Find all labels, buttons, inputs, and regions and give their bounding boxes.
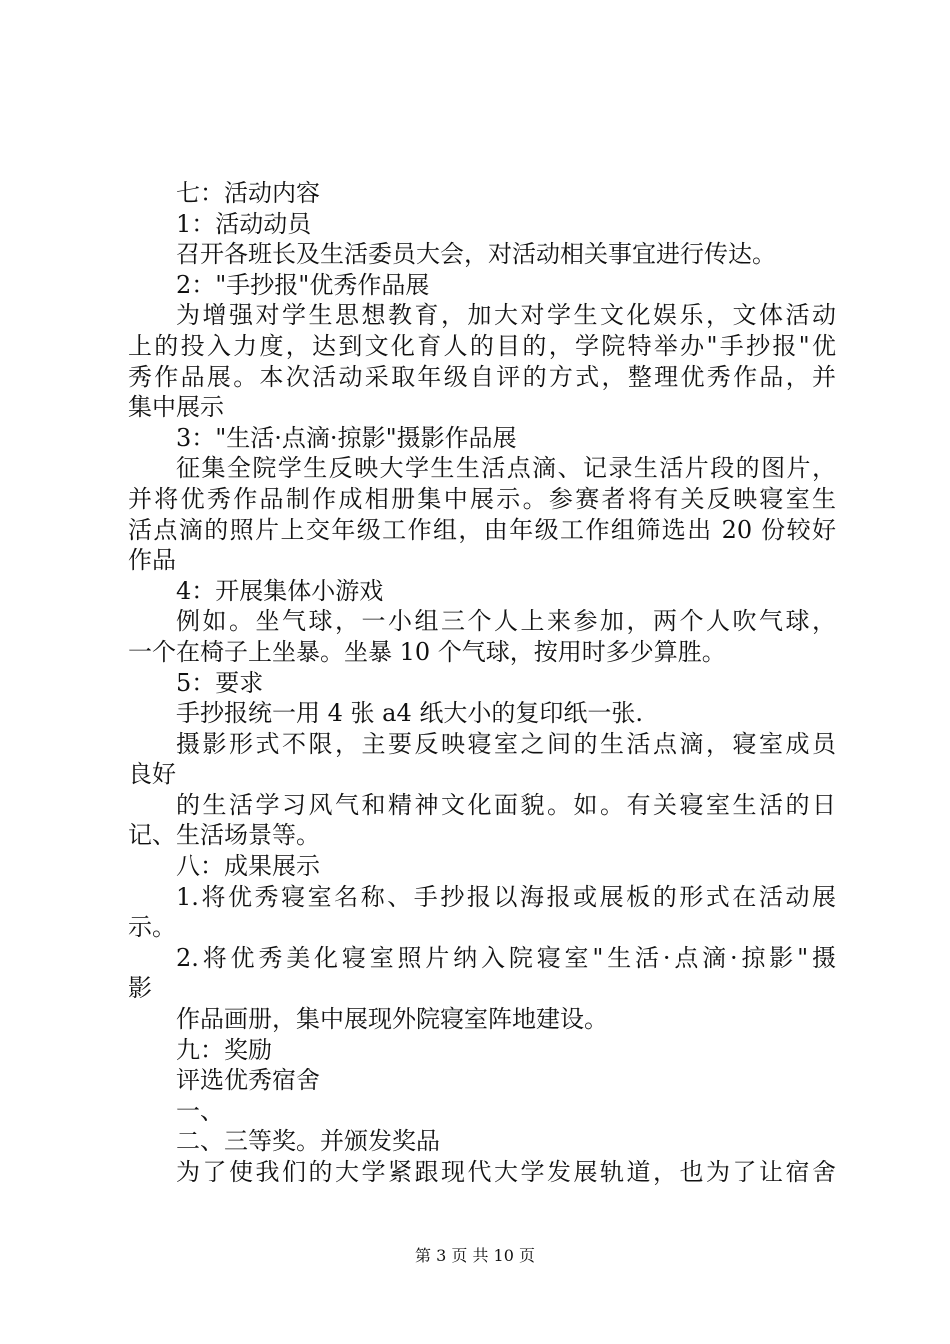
text-line: 作品画册，集中展现外院寝室阵地建设。 (176, 1005, 608, 1034)
text-line: 评选优秀宿舍 (176, 1066, 320, 1095)
text-line: 1.将优秀寝室名称、手抄报以海报或展板的形式在活动展 (176, 882, 836, 911)
text-line: 5：要求 (176, 668, 264, 697)
text-line: 记、生活场景等。 (128, 821, 320, 850)
text-line: 影 (128, 974, 152, 1003)
text-line: 活点滴的照片上交年级工作组，由年级工作组筛选出 20 份较好 (128, 515, 836, 544)
text-line: 为了使我们的大学紧跟现代大学发展轨道，也为了让宿舍 (176, 1158, 836, 1186)
text-line: 的生活学习风气和精神文化面貌。如。有关寝室生活的日 (176, 790, 836, 819)
text-line: 1：活动动员 (176, 209, 312, 238)
text-line: 召开各班长及生活委员大会，对活动相关事宜进行传达。 (176, 240, 776, 269)
text-line: 3："生活·点滴·掠影"摄影作品展 (176, 423, 517, 452)
text-line: 秀作品展。本次活动采取年级自评的方式，整理优秀作品，并 (128, 362, 836, 391)
text-line: 4：开展集体小游戏 (176, 576, 384, 605)
text-line: 示。 (128, 913, 176, 942)
text-line: 八：成果展示 (176, 852, 320, 881)
text-line: 九：奖励 (176, 1035, 272, 1064)
text-line: 并将优秀作品制作成相册集中展示。参赛者将有关反映寝室生 (128, 484, 836, 513)
text-line: 一个在椅子上坐暴。坐暴 10 个气球，按用时多少算胜。 (128, 637, 726, 666)
text-line: 作品 (128, 546, 176, 575)
text-line: 手抄报统一用 4 张 a4 纸大小的复印纸一张. (176, 699, 643, 728)
text-line: 二、三等奖。并颁发奖品 (176, 1127, 440, 1156)
text-line: 良好 (128, 760, 176, 789)
text-line: 摄影形式不限，主要反映寝室之间的生活点滴，寝室成员 (176, 729, 836, 758)
text-line: 2："手抄报"优秀作品展 (176, 270, 430, 299)
text-line: 2.将优秀美化寝室照片纳入院寝室"生活·点滴·掠影"摄 (176, 943, 836, 972)
text-line: 征集全院学生反映大学生生活点滴、记录生活片段的图片， (176, 454, 836, 483)
page-footer: 第 3 页 共 10 页 (415, 1246, 535, 1265)
text-line: 一、 (176, 1096, 224, 1125)
text-line: 七：活动内容 (176, 179, 320, 207)
text-line: 例如。坐气球，一小组三个人上来参加，两个人吹气球， (176, 607, 836, 636)
text-line: 上的投入力度，达到文化育人的目的，学院特举办"手抄报"优 (128, 331, 836, 360)
document-body (128, 178, 836, 1188)
text-line: 集中展示 (128, 393, 224, 422)
text-line: 为增强对学生思想教育，加大对学生文化娱乐，文体活动 (176, 301, 836, 330)
